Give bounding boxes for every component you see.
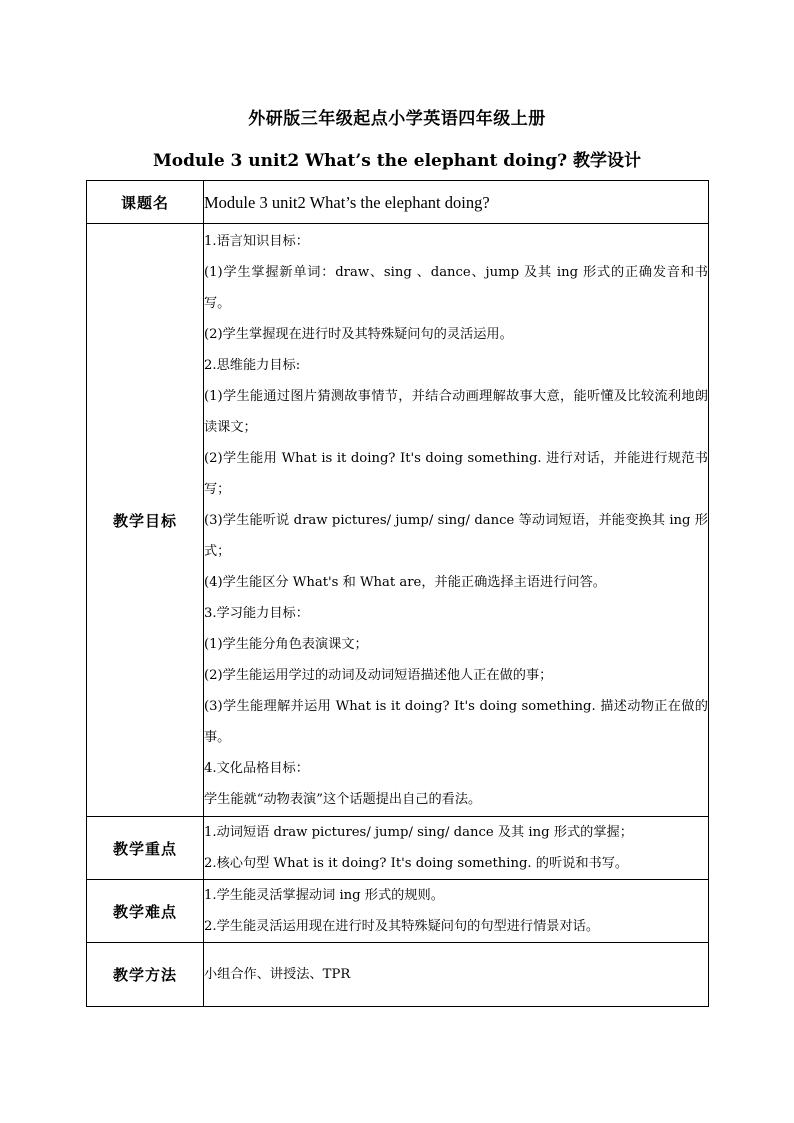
document-title: 外研版三年级起点小学英语四年级上册	[248, 109, 546, 129]
objectives-line: 1.语言知识目标：	[204, 233, 309, 249]
objectives-line: (1)学生能通过图片猜测故事情节，并结合动画理解故事大意，能听懂及比较流利地朗读课文；	[204, 388, 708, 435]
methods-label: 教学方法	[87, 943, 204, 1007]
table-row-topic	[87, 181, 709, 224]
difficulties-label: 教学难点	[87, 880, 204, 943]
key-points-line: 1.动词短语 draw pictures/ jump/ sing/ dance 及其 ing 形式的掌握；	[204, 825, 633, 840]
objectives-line: (2)学生能用 What is it doing? It's doing something. 进行对话，并能进行规范书写；	[204, 450, 708, 497]
methods-value: 小组合作、讲授法、TPR	[204, 943, 709, 1007]
objectives-line: (1)学生掌握新单词：draw、sing 、dance、jump 及其 ing 形式的正确发音和书写。	[204, 264, 708, 311]
topic-value: Module 3 unit2 What’s the elephant doing?	[204, 181, 709, 224]
difficulties-line: 2.学生能灵活运用现在进行时及其特殊疑问句的句型进行情景对话。	[204, 919, 600, 934]
objectives-line: (1)学生能分角色表演课文；	[204, 636, 368, 652]
objectives-line: (2)学生掌握现在进行时及其特殊疑问句的灵活运用。	[204, 326, 513, 342]
objectives-line: 3.学习能力目标：	[204, 605, 309, 621]
table-row-objectives	[87, 224, 709, 817]
key-points-content	[204, 817, 709, 880]
lesson-plan-table	[86, 180, 709, 1007]
objectives-line: (3)学生能理解并运用 What is it doing? It's doing something. 描述动物正在做的事。	[204, 698, 708, 745]
objectives-line: (4)学生能区分 What's 和 What are，并能正确选择主语进行问答。	[204, 574, 606, 590]
objectives-line: (3)学生能听说 draw pictures/ jump/ sing/ dance 等动词短语，并能变换其 ing 形式；	[204, 512, 708, 559]
objectives-content	[204, 224, 709, 817]
objectives-line: 4.文化品格目标：	[204, 760, 309, 776]
objectives-line: 2.思维能力目标:	[204, 357, 301, 373]
objectives-label: 教学目标	[87, 224, 204, 817]
key-points-label: 教学重点	[87, 817, 204, 880]
topic-label: 课题名	[87, 181, 204, 224]
table-row-methods	[87, 943, 709, 1007]
objectives-line: (2)学生能运用学过的动词及动词短语描述他人正在做的事；	[204, 667, 553, 683]
key-points-line: 2.核心句型 What is it doing? It's doing something. 的听说和书写。	[204, 856, 629, 871]
difficulties-line: 1.学生能灵活掌握动词 ing 形式的规则。	[204, 888, 444, 903]
table-row-difficulties	[87, 880, 709, 943]
difficulties-content	[204, 880, 709, 943]
objectives-line: 学生能就“动物表演”这个话题提出自己的看法。	[204, 791, 482, 807]
table-row-key-points	[87, 817, 709, 880]
document-subtitle: Module 3 unit2 What’s the elephant doing? 教学设计	[152, 151, 642, 171]
